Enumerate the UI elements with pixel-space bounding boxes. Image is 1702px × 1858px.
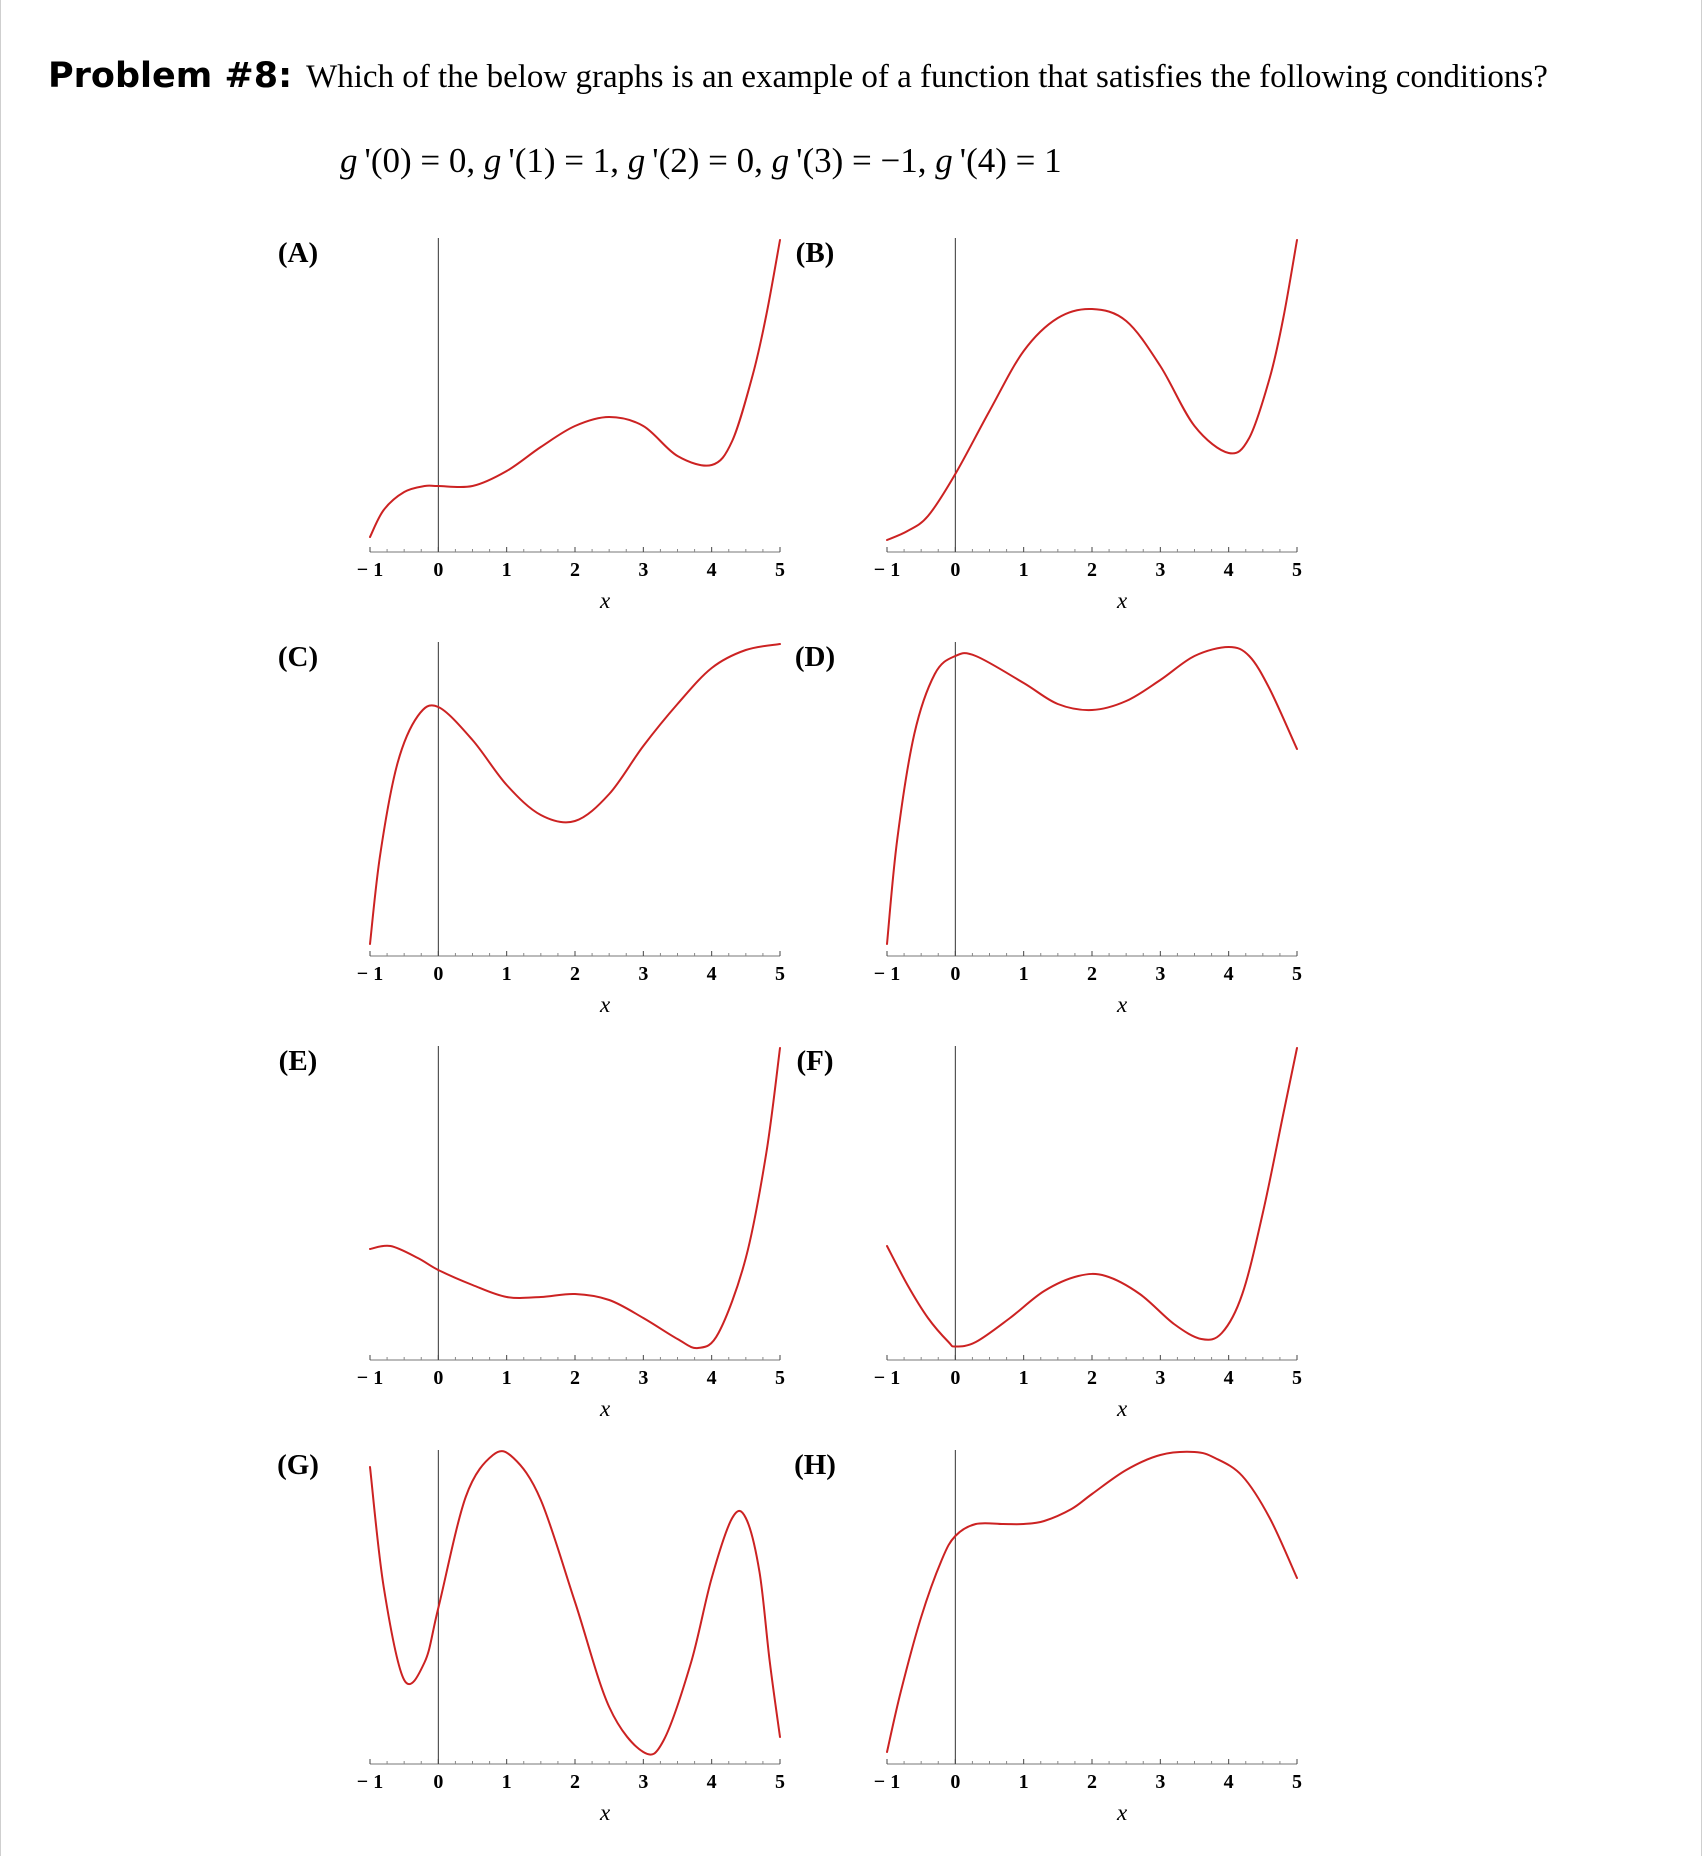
x-tick-label: 2: [1087, 1367, 1097, 1389]
x-axis-label: x: [1117, 588, 1128, 613]
panel-label: (H): [794, 1449, 836, 1481]
x-tick-label: 2: [1087, 559, 1097, 581]
x-tick-label: − 1: [873, 559, 901, 581]
x-tick-label: 4: [1223, 559, 1234, 581]
graph-panel: [278, 641, 785, 1017]
function-curve: [887, 1048, 1297, 1347]
x-tick-label: 0: [433, 1367, 444, 1389]
x-tick-label: 0: [433, 963, 444, 985]
x-tick-label: 1: [1018, 963, 1029, 985]
x-tick-label: − 1: [356, 1771, 384, 1793]
x-tick-label: 1: [501, 1771, 512, 1793]
x-tick-label: 3: [1155, 963, 1166, 985]
x-tick-label: 0: [950, 1771, 961, 1793]
x-tick-label: 5: [1292, 963, 1302, 985]
x-tick-label: 0: [950, 559, 961, 581]
x-tick-label: 0: [950, 1367, 961, 1389]
x-axis-label: x: [1117, 992, 1128, 1017]
x-tick-label: − 1: [356, 963, 384, 985]
x-axis-label: x: [1117, 1396, 1128, 1421]
x-tick-label: 2: [1087, 1771, 1097, 1793]
graph-panel: [279, 1045, 785, 1421]
condition: g '(1) = 1: [483, 141, 611, 180]
x-tick-label: 2: [1087, 963, 1097, 985]
x-tick-label: 1: [1018, 559, 1029, 581]
condition: g '(2) = 0: [627, 141, 755, 180]
function-curve: [370, 1048, 780, 1348]
graph-panel: [278, 237, 785, 613]
x-tick-label: 2: [570, 559, 580, 581]
function-curve: [887, 1452, 1297, 1752]
function-curve: [370, 644, 780, 944]
x-tick-label: 0: [950, 963, 961, 985]
function-curve: [887, 647, 1297, 944]
x-tick-label: 3: [638, 559, 649, 581]
x-tick-label: 5: [775, 1367, 785, 1389]
graph-panel: [277, 1449, 785, 1825]
x-tick-label: 5: [1292, 559, 1302, 581]
x-tick-label: − 1: [873, 963, 901, 985]
condition: g '(4) = 1: [935, 141, 1062, 180]
x-tick-label: 4: [1223, 1367, 1234, 1389]
panel-label: (F): [796, 1045, 834, 1077]
x-axis-label: x: [600, 1800, 611, 1825]
x-tick-label: − 1: [356, 1367, 384, 1389]
x-tick-label: 4: [1223, 1771, 1234, 1793]
x-tick-label: 1: [501, 559, 512, 581]
problem-question: Which of the below graphs is an example of a function that satisfies the following conditions?: [306, 59, 1548, 95]
x-tick-label: 3: [1155, 559, 1166, 581]
panel-label: (E): [278, 1045, 318, 1077]
x-tick-label: 5: [1292, 1367, 1302, 1389]
graph-panel: [795, 641, 1302, 1017]
panel-label: (C): [277, 641, 319, 673]
x-tick-label: 1: [1018, 1771, 1029, 1793]
x-tick-label: 4: [706, 559, 717, 581]
condition: g '(3) = −1: [771, 141, 918, 180]
x-tick-label: 3: [1155, 1771, 1166, 1793]
x-tick-label: 0: [433, 559, 444, 581]
x-tick-label: 3: [1155, 1367, 1166, 1389]
function-curve: [887, 240, 1297, 540]
x-tick-label: 4: [706, 963, 717, 985]
condition: g '(0) = 0: [340, 141, 467, 180]
panel-label: (G): [277, 1449, 319, 1481]
x-axis-label: x: [600, 588, 611, 613]
panel-label: (A): [277, 237, 319, 269]
graph-panel: [796, 1045, 1302, 1421]
x-tick-label: 2: [570, 1771, 580, 1793]
x-tick-label: 3: [638, 1771, 649, 1793]
panel-label: (D): [794, 641, 836, 673]
x-axis-label: x: [600, 992, 611, 1017]
x-tick-label: 4: [706, 1367, 717, 1389]
x-tick-label: 3: [638, 1367, 649, 1389]
conditions-line: g '(0) = 0, g '(1) = 1, g '(2) = 0, g '(3) = −1, g '(4) = 1: [340, 141, 1062, 180]
x-tick-label: 3: [638, 963, 649, 985]
x-tick-label: − 1: [356, 559, 384, 581]
x-tick-label: 4: [706, 1771, 717, 1793]
panel-label: (B): [795, 237, 835, 269]
x-tick-label: 5: [775, 963, 785, 985]
x-tick-label: 5: [775, 1771, 785, 1793]
x-tick-label: 1: [501, 963, 512, 985]
x-tick-label: 1: [1018, 1367, 1029, 1389]
graph-panel: [794, 1449, 1302, 1825]
graph-panel: [796, 237, 1302, 613]
x-axis-label: x: [1117, 1800, 1128, 1825]
x-tick-label: − 1: [873, 1367, 901, 1389]
x-tick-label: 1: [501, 1367, 512, 1389]
x-tick-label: 0: [433, 1771, 444, 1793]
x-axis-label: x: [600, 1396, 611, 1421]
problem-number: Problem #8:: [48, 56, 293, 96]
x-tick-label: 5: [1292, 1771, 1302, 1793]
x-tick-label: 2: [570, 1367, 580, 1389]
x-tick-label: 5: [775, 559, 785, 581]
x-tick-label: 4: [1223, 963, 1234, 985]
function-curve: [370, 240, 780, 537]
x-tick-label: 2: [570, 963, 580, 985]
function-curve: [370, 1451, 780, 1755]
x-tick-label: − 1: [873, 1771, 901, 1793]
